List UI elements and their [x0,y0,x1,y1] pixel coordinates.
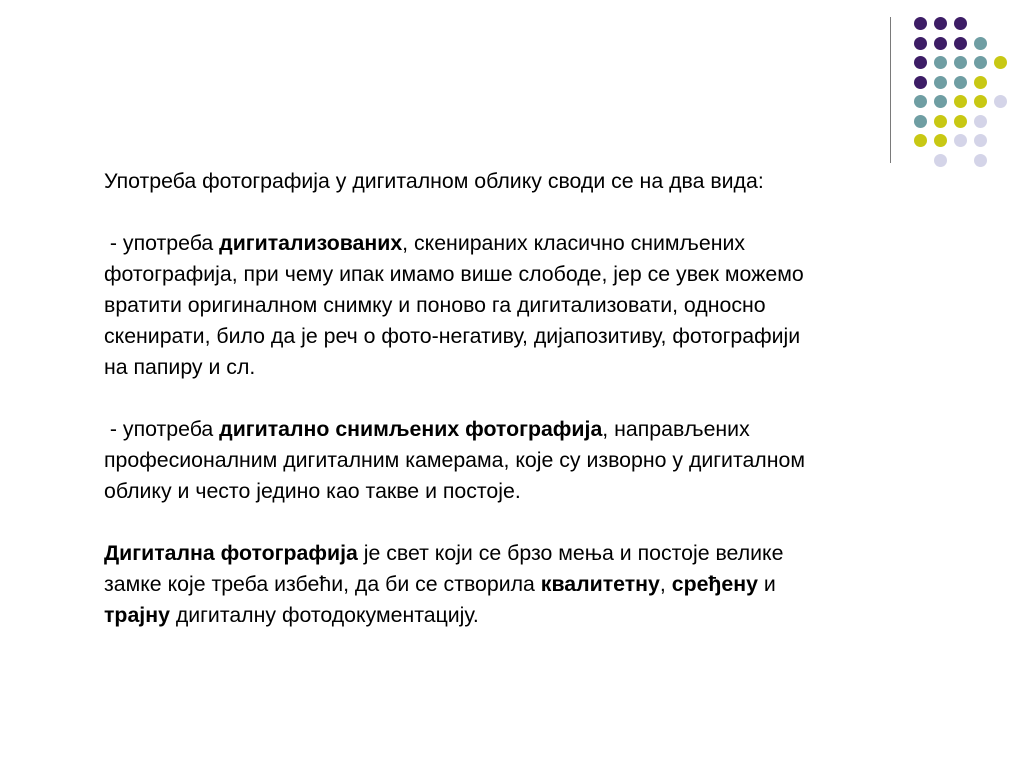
decorative-dot [934,37,947,50]
item2-line2: професионалним дигиталним камерама, које су изворно у дигиталном [104,448,805,472]
decorative-dot [954,56,967,69]
decorative-dot [934,76,947,89]
decorative-dot [914,37,927,50]
item1-line3: вратити оригиналном снимку и поново га дигитализовати, односно [104,293,766,317]
decorative-dot [914,56,927,69]
decorative-dot [934,17,947,30]
decorative-dot [974,115,987,128]
item1-line1: - употреба дигитализованих, скенираних класично снимљених [104,231,746,255]
item2-line3: облику и често једино као такве и постоје. [104,479,521,503]
decorative-dot [974,56,987,69]
closing-line1: Дигитална фотографија је свет који се брзо мења и постоје велике [104,541,784,565]
item1-line5: на папиру и сл. [104,355,256,379]
decorative-dot [934,95,947,108]
decorative-dot [914,95,927,108]
decorative-dot [914,76,927,89]
decorative-dot [934,56,947,69]
slide-body [104,166,964,631]
item2-bold: дигитално снимљених фотографија [219,417,603,441]
decorative-dot [974,95,987,108]
intro-paragraph: Употреба фотографија у дигиталном облику своди се на два вида: [104,169,764,193]
closing-bold-lasting: трајну [104,603,170,627]
decorative-dot [974,134,987,147]
item1-bold: дигитализованих [219,231,403,255]
decorative-dot [994,56,1007,69]
dot-grid-decoration [0,0,1024,170]
closing-line3: трајну дигиталну фотодокументацију. [104,603,479,627]
divider-line [890,17,891,163]
decorative-dot [954,76,967,89]
item1-line4: скенирати, било да је реч о фото-негативу, дијапозитиву, фотографији [104,324,801,348]
closing-bold-title: Дигитална фотографија [104,541,358,565]
decorative-dot [954,134,967,147]
decorative-dot [974,76,987,89]
closing-bold-ordered: сређену [671,572,758,596]
item1-line2: фотографија, при чему ипак имамо више слободе, јер се увек можемо [104,262,804,286]
decorative-dot [934,154,947,167]
decorative-dot [974,37,987,50]
decorative-dot [954,17,967,30]
decorative-dot [914,134,927,147]
decorative-dot [954,37,967,50]
decorative-dot [954,95,967,108]
closing-line2: замке које треба избећи, да би се створила квалитетну, сређену и [104,572,776,596]
decorative-dot [974,154,987,167]
decorative-dot [934,134,947,147]
decorative-dot [954,115,967,128]
decorative-dot [994,95,1007,108]
closing-bold-quality: квалитетну [540,572,660,596]
item2-line1: - употреба дигитално снимљених фотографија, направљених [104,417,750,441]
decorative-dot [934,115,947,128]
decorative-dot [914,115,927,128]
decorative-dot [914,17,927,30]
